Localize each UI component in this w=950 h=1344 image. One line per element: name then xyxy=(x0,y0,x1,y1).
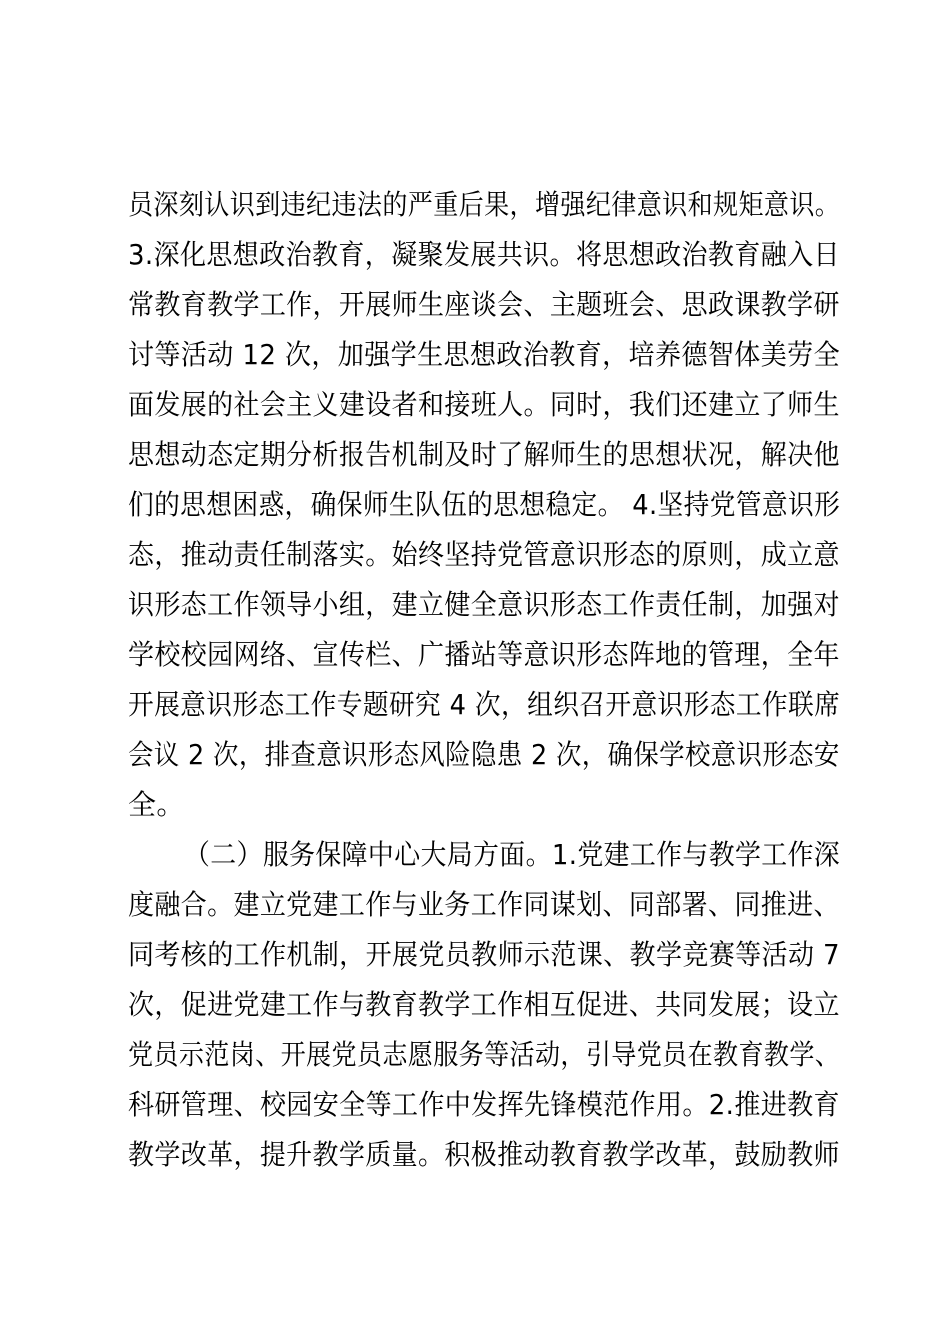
text-line-19: 科研管理、校园安全等工作中发挥先锋模范作用。2.推进教育 xyxy=(128,1088,840,1121)
text-line-13: 全。 xyxy=(128,788,185,821)
text-line-8: 态，推动责任制落实。始终坚持党管意识形态的原则，成立意 xyxy=(128,538,840,571)
text-line-17: 次，促进党建工作与教育教学工作相互促进、共同发展；设立 xyxy=(128,988,840,1021)
text-line-18: 党员示范岗、开展党员志愿服务等活动，引导党员在教育教学、 xyxy=(128,1038,841,1071)
text-line-10: 学校校园网络、宣传栏、广播站等意识形态阵地的管理，全年 xyxy=(128,638,840,671)
text-line-4: 讨等活动 12 次，加强学生思想政治教育，培养德智体美劳全 xyxy=(128,338,841,371)
text-line-16: 同考核的工作机制，开展党员教师示范课、教学竞赛等活动 7 xyxy=(128,938,840,971)
section-heading-line: （二）服务保障中心大局方面。1.党建工作与教学工作深 xyxy=(184,838,841,871)
text-line-15: 度融合。建立党建工作与业务工作同谋划、同部署、同推进、 xyxy=(128,888,840,921)
text-line-5: 面发展的社会主义建设者和接班人。同时，我们还建立了师生 xyxy=(128,388,840,421)
text-line-9: 识形态工作领导小组，建立健全意识形态工作责任制，加强对 xyxy=(128,588,840,621)
text-line-20: 教学改革，提升教学质量。积极推动教育教学改革，鼓励教师 xyxy=(128,1138,840,1171)
text-line-2: 3.深化思想政治教育，凝聚发展共识。将思想政治教育融入日 xyxy=(128,238,840,271)
text-line-1: 员深刻认识到违纪违法的严重后果，增强纪律意识和规矩意识。 xyxy=(128,188,841,221)
text-line-6: 思想动态定期分析报告机制及时了解师生的思想状况，解决他 xyxy=(128,438,840,471)
text-line-12: 会议 2 次，排查意识形态风险隐患 2 次，确保学校意识形态安 xyxy=(128,738,840,771)
text-line-3: 常教育教学工作，开展师生座谈会、主题班会、思政课教学研 xyxy=(128,288,840,321)
text-line-11: 开展意识形态工作专题研究 4 次，组织召开意识形态工作联席 xyxy=(128,688,841,721)
text-line-7: 们的思想困惑，确保师生队伍的思想稳定。 4.坚持党管意识形 xyxy=(128,488,841,521)
